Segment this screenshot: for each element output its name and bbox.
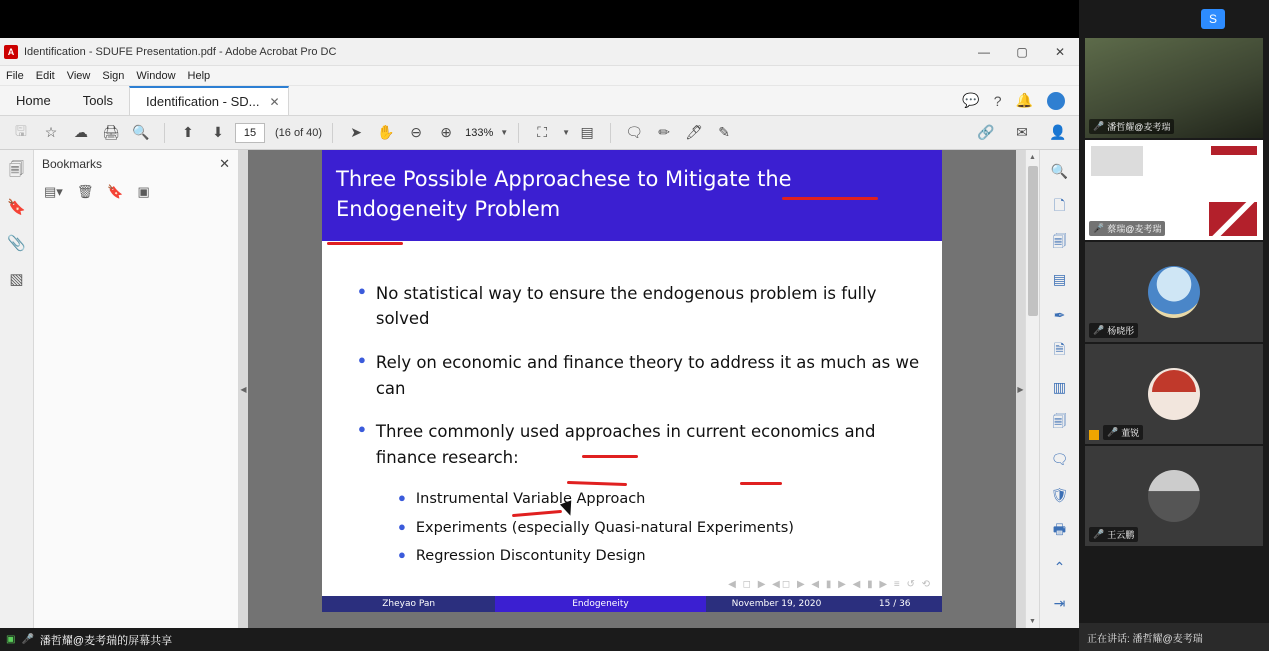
slide-title: Three Possible Approachese to Mitigate the Endogeneity Problem: [322, 150, 942, 241]
fill-sign-icon[interactable]: ✒: [1053, 306, 1066, 323]
document-scrollbar[interactable]: [1025, 150, 1039, 628]
bookmarks-title: Bookmarks: [42, 157, 103, 171]
ink-annotation: [740, 482, 782, 485]
menu-window[interactable]: Window: [136, 69, 176, 82]
footer-date: November 19, 2020: [706, 596, 848, 612]
main-toolbar: [0, 116, 1079, 150]
layers-icon[interactable]: ▧: [9, 271, 24, 288]
scroll-mode-icon[interactable]: ▤: [580, 124, 594, 140]
mic-icon: 🎤: [21, 634, 34, 645]
chevron-down-icon-2[interactable]: ▼: [562, 128, 571, 137]
bullet-dot-icon: ●: [358, 352, 366, 367]
edit-pdf-icon[interactable]: ▤: [1052, 270, 1067, 287]
chevron-down-icon[interactable]: ▼: [500, 128, 509, 137]
draw-tool-icon[interactable]: 🖊: [685, 124, 703, 140]
toolbar-right-group: [973, 120, 1071, 146]
comment-tool-icon[interactable]: 🗨: [625, 124, 643, 140]
print-icon[interactable]: 🖨: [102, 124, 120, 140]
menu-help[interactable]: Help: [187, 69, 211, 82]
mic-icon: 🎤: [1093, 223, 1105, 233]
participant-tile[interactable]: [1085, 344, 1263, 444]
mic-icon: 🎤: [1093, 529, 1105, 539]
participant-name-badge: [1089, 221, 1165, 236]
combine-files-icon[interactable]: 🗎: [1053, 341, 1066, 357]
title-bar: [0, 38, 1079, 66]
bullet-item: [358, 350, 922, 401]
search-icon[interactable]: 🔍: [132, 124, 150, 140]
tab-document-label: Identification - SD...: [146, 94, 260, 109]
footer-topic: Endogeneity: [495, 596, 705, 612]
options-icon[interactable]: ▤▾: [44, 184, 63, 199]
comment-icon[interactable]: 💬: [962, 92, 980, 108]
avatar: [1148, 470, 1200, 522]
menu-edit[interactable]: Edit: [35, 69, 55, 82]
avatar: [1148, 266, 1200, 318]
bullet-text: Three commonly used approaches in current economics and finance research:: [375, 422, 876, 467]
sub-bullet-text: Regression Discontunity Design: [415, 548, 646, 565]
acrobat-window: [0, 38, 1079, 628]
page-number-input[interactable]: 15: [235, 123, 265, 143]
toolbar-divider-3: [518, 123, 519, 143]
bullet-dot-icon: ●: [398, 490, 406, 506]
participant-tile[interactable]: [1085, 446, 1263, 546]
tab-document[interactable]: [129, 86, 289, 115]
footer-page: 15 / 36: [847, 596, 942, 612]
sub-bullet-item: [358, 517, 922, 539]
bullet-item: [358, 419, 922, 470]
attachments-icon[interactable]: 📎: [7, 235, 26, 252]
menu-view[interactable]: View: [66, 69, 91, 82]
footer-author: Zheyao Pan: [322, 596, 495, 612]
highlight-tool-icon[interactable]: ✏: [658, 124, 670, 140]
fit-page-icon[interactable]: ⛶: [537, 124, 548, 140]
tab-bar-right: [962, 86, 1079, 115]
tab-bar: [0, 86, 1079, 116]
raise-hand-icon: [1089, 430, 1099, 440]
bullet-dot-icon: ●: [398, 518, 406, 534]
menu-sign[interactable]: Sign: [102, 69, 125, 82]
bullet-text: Rely on economic and finance theory to address it as much as we can: [375, 353, 920, 398]
left-navigation-rail: [0, 150, 34, 628]
page-thumbnails-icon[interactable]: 🗐: [9, 160, 24, 178]
sub-bullet-item: [358, 545, 922, 567]
sub-bullet-text: Experiments (especially Quasi-natural Experiments): [415, 519, 794, 536]
participant-name-badge: [1103, 425, 1143, 440]
participant-name-badge: [1089, 323, 1138, 338]
document-view: [239, 150, 1039, 628]
expand-bookmark-icon[interactable]: ▣: [137, 184, 150, 199]
stamp-icon[interactable]: 🖶: [1052, 521, 1067, 537]
slide-nav-controls[interactable]: ◀ ◻ ▶ ◀◻ ▶ ◀ ▮ ▶ ◀ ▮ ▶ ≡ ↺ ⟲: [728, 579, 932, 590]
share-taskbar: [0, 628, 1079, 651]
bullet-dot-icon: ●: [358, 282, 366, 298]
cloud-upload-icon[interactable]: ☁: [74, 124, 88, 140]
close-button[interactable]: ✕: [1054, 44, 1066, 59]
add-user-icon[interactable]: 👤: [1049, 124, 1067, 140]
mail-icon[interactable]: ✉: [1016, 124, 1028, 140]
participant-name: 王云鹏: [1107, 530, 1135, 540]
participant-name-badge: [1089, 527, 1138, 542]
right-tools-rail: [1039, 150, 1079, 628]
ink-annotation: [582, 455, 638, 458]
zoom-panel-header: [1079, 0, 1269, 38]
prev-page-icon[interactable]: ⬆: [182, 124, 194, 140]
mic-icon: 🎤: [1093, 325, 1105, 335]
collapse-panel-icon[interactable]: ⌃: [1053, 558, 1066, 575]
screen-share-icon: ▣: [6, 634, 16, 645]
bookmarks-header: [34, 150, 238, 178]
ink-annotation: [782, 197, 878, 200]
organize-pages-icon[interactable]: 🗐: [1052, 233, 1067, 249]
sub-bullet-text: Instrumental Variable Approach: [415, 491, 646, 508]
bell-icon[interactable]: 🔔: [1015, 92, 1033, 108]
protect-icon[interactable]: 🛡: [1050, 486, 1069, 503]
next-page-icon[interactable]: ⬇: [212, 124, 224, 140]
comment-icon[interactable]: 🗨: [1050, 450, 1069, 467]
sub-bullet-item: [358, 488, 922, 510]
participant-name-badge: [1089, 119, 1174, 134]
close-icon[interactable]: ✕: [219, 156, 230, 171]
bullet-text: No statistical way to ensure the endogenous problem is fully solved: [375, 283, 877, 329]
toolbar-divider-4: [610, 123, 611, 143]
more-tools-icon[interactable]: ▥: [1052, 378, 1067, 395]
mic-icon: 🎤: [1093, 121, 1105, 131]
scroll-up-icon[interactable]: ▲: [1029, 153, 1036, 161]
tab-home[interactable]: Home: [16, 93, 51, 108]
scroll-down-icon[interactable]: ▼: [1029, 617, 1036, 625]
expand-panel-icon[interactable]: ⇥: [1053, 594, 1066, 611]
pdf-page-area[interactable]: [248, 150, 1016, 628]
account-avatar[interactable]: [1047, 92, 1065, 110]
pdf-page: [322, 150, 942, 612]
zoom-in-icon[interactable]: ⊕: [440, 124, 452, 140]
window-controls: [965, 38, 1079, 65]
participant-tile[interactable]: [1085, 140, 1263, 240]
bookmarks-panel: [34, 150, 239, 628]
participant-tile[interactable]: [1085, 242, 1263, 342]
slide-footer: [322, 596, 942, 612]
zoom-logo-icon: S: [1201, 9, 1225, 29]
left-pane-collapse-handle[interactable]: ◀: [239, 150, 248, 628]
zoom-out-icon[interactable]: ⊖: [410, 124, 422, 140]
mic-muted-icon: 🎤: [1107, 427, 1119, 437]
participant-tile[interactable]: [1085, 38, 1263, 138]
menu-bar: [0, 66, 1079, 86]
toolbar-divider-2: [332, 123, 333, 143]
ink-annotation: [327, 242, 403, 245]
zoom-status-bar: 正在讲话: 潘哲耀@麦考瑞: [1079, 623, 1269, 651]
stamp-tool-icon[interactable]: ✎: [718, 124, 730, 140]
participant-name: 蔡瑞@麦考瑞: [1107, 224, 1162, 234]
bullet-dot-icon: ●: [358, 421, 366, 437]
export-pdf-icon[interactable]: 🗋: [1053, 197, 1066, 213]
maximize-button[interactable]: ▢: [1016, 44, 1028, 59]
close-icon[interactable]: ✕: [269, 94, 280, 109]
participant-name: 杨晓彤: [1107, 326, 1135, 336]
participant-name: 董锐: [1121, 428, 1140, 438]
minimize-button[interactable]: —: [978, 44, 990, 59]
page-count-label: (16 of 40): [275, 126, 323, 139]
hand-tool-icon[interactable]: ✋: [377, 124, 395, 140]
redact-icon[interactable]: 🗐: [1052, 413, 1067, 429]
help-icon[interactable]: ?: [993, 92, 1002, 109]
link-icon[interactable]: 🔗: [977, 124, 995, 140]
zoom-video-panel: [1079, 0, 1269, 651]
right-pane-collapse-handle[interactable]: ▶: [1016, 150, 1025, 628]
new-bookmark-icon[interactable]: 🔖: [107, 184, 124, 199]
share-status-label: 潘哲耀@麦考瑞的屏幕共享: [39, 634, 173, 647]
bullet-item: [358, 281, 922, 332]
bullet-dot-icon: ●: [398, 547, 406, 563]
slide-body: [322, 241, 942, 568]
select-tool-icon[interactable]: ➤: [350, 124, 362, 140]
delete-icon[interactable]: 🗑: [76, 184, 94, 199]
participant-name: 潘哲耀@麦考瑞: [1107, 122, 1171, 132]
scrollbar-thumb[interactable]: [1028, 166, 1038, 316]
zoom-level-value[interactable]: 133%: [465, 126, 494, 139]
tab-tools[interactable]: Tools: [82, 93, 114, 108]
save-icon[interactable]: 🖫: [15, 122, 27, 139]
window-title: Identification - SDUFE Presentation.pdf - Adobe Acrobat Pro DC: [24, 45, 337, 58]
toolbar-divider: [164, 123, 165, 143]
find-icon[interactable]: 🔍: [1050, 162, 1069, 179]
star-icon[interactable]: ☆: [44, 124, 58, 140]
work-area: [0, 150, 1079, 628]
bookmarks-icon[interactable]: 🔖: [7, 199, 26, 216]
avatar: [1148, 368, 1200, 420]
menu-file[interactable]: File: [6, 69, 24, 82]
bookmarks-toolbar: [34, 178, 238, 206]
acrobat-app-icon: A: [4, 45, 18, 59]
